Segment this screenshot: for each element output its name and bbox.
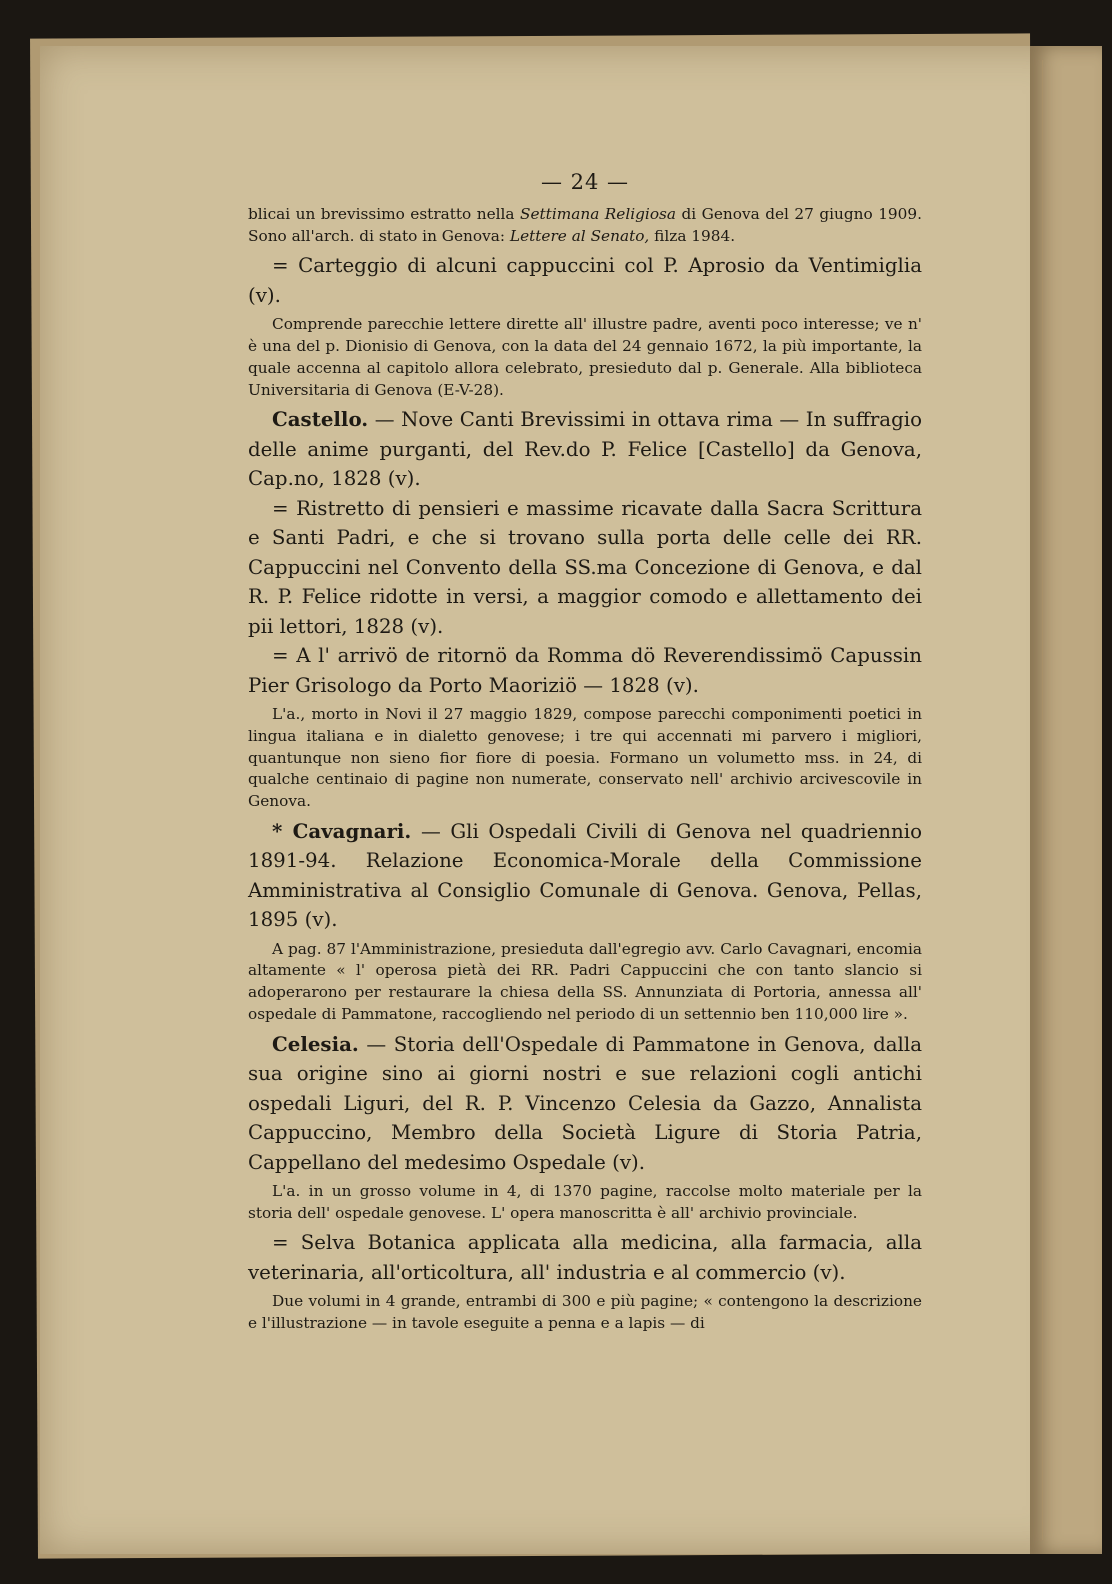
entry-text: — Nove Canti Brevissimi in ottava rima — In suffragio delle anime purganti, del Rev.do P. Felice [Castello] da Genova, Cap.no, 1828 (v). <box>248 408 922 491</box>
archive-title: Lettere al Senato, <box>509 226 650 245</box>
author-name: Celesia. <box>272 1031 359 1056</box>
text-span: blicai un brevissimo estratto nella <box>248 205 520 223</box>
paragraph-continuation <box>248 204 922 247</box>
page-text <box>248 170 922 1335</box>
entry-text: — Gli Ospedali Civili di Genova nel quadriennio 1891-94. Relazione Economica-Morale della Commissione Amministrativa al Consiglio Comunale di Genova. Genova, Pellas, 1895 (v). <box>248 819 922 932</box>
entry-ristretto: = Ristretto di pensieri e massime ricavate dalla Sacra Scrittura e Santi Padri, e che si trovano sulla porta delle celle dei RR. Cappuccini nel Convento della SS.ma Concezione di Genova, e dal R. P. Felice ridotte in versi, a maggior comodo e allettamento dei pii lettori, 1828 (v). <box>248 496 922 638</box>
note-castello: L'a., morto in Novi il 27 maggio 1829, compose parecchi componimenti poetici in lingua italiana e in dialetto genovese; i tre qui accennati mi parvero i migliori, quantunque non sieno fior fiore di poesia. Formano un volumetto mss. in 24, di qualche centinaio di pagine non numerate, conservato nell' archivio arcivescovile in Genova. <box>248 705 922 811</box>
note-cavagnari: A pag. 87 l'Amministrazione, presieduta dall'egregio avv. Carlo Cavagnari, encomia altamente « l' operosa pietà dei RR. Padri Cappuccini che con tanto slancio si adoperarono per restaurare la chiesa della SS. Annunziata di Portoria, annessa all' ospedale di Pammatone, raccogliendo nel periodo di un settennio ben 110,000 lire ». <box>248 939 922 1023</box>
entry-arrivo: = A l' arrivö de ritornö da Romma dö Reverendissimö Capussin Pier Grisologo da Porto Maoriziö — 1828 (v). <box>248 644 922 697</box>
note-carteggio: Comprende parecchie lettere dirette all' illustre padre, aventi poco interesse; ve n' è una del p. Dionisio di Genova, con la data del 24 gennaio 1672, la più importante, la quale accenna al capitolo allora celebrato, presieduto dal p. Generale. Alla biblioteca Universitaria di Genova (E-V-28). <box>248 315 922 399</box>
entry-cavagnari <box>248 817 922 935</box>
entry-celesia <box>248 1030 922 1178</box>
author-name: * Cavagnari. <box>272 818 412 843</box>
author-name: Castello. <box>272 407 369 432</box>
text-span: filza 1984. <box>649 226 736 245</box>
entry-text: — Storia dell'Ospedale di Pammatone in Genova, dalla sua origine sino ai giorni nostri e sue relazioni cogli antichi ospedali Liguri, del R. P. Vincenzo Celesia da Gazzo, Annalista Cappuccino, Membro della Società Ligure di Storia Patria, Cappellano del medesimo Ospedale (v). <box>248 1032 922 1174</box>
entry-selva-botanica: = Selva Botanica applicata alla medicina, alla farmacia, alla veterinaria, all'orticoltura, all' industria e al commercio (v). <box>248 1231 922 1284</box>
text-span: di Genova del 27 giugno 1909. Sono all'arch. di stato in Genova: <box>248 205 922 245</box>
note-selva-botanica: Due volumi in 4 grande, entrambi di 300 e più pagine; « contengono la descrizione e l'illustrazione — in tavole eseguite a penna e a lapis — di <box>248 1292 922 1333</box>
entry-carteggio: = Carteggio di alcuni cappuccini col P. Aprosio da Ventimiglia (v). <box>248 254 922 307</box>
journal-title: Settimana Religiosa <box>520 205 677 223</box>
page-fold-line <box>1042 60 1043 1540</box>
note-celesia: L'a. in un grosso volume in 4, di 1370 pagine, raccolse molto materiale per la storia dell' ospedale genovese. L' opera manoscritta è all' archivio provinciale. <box>248 1182 922 1222</box>
facing-page-edge <box>1030 46 1102 1554</box>
page-number: — 24 — <box>540 170 630 194</box>
entry-castello <box>248 405 922 494</box>
